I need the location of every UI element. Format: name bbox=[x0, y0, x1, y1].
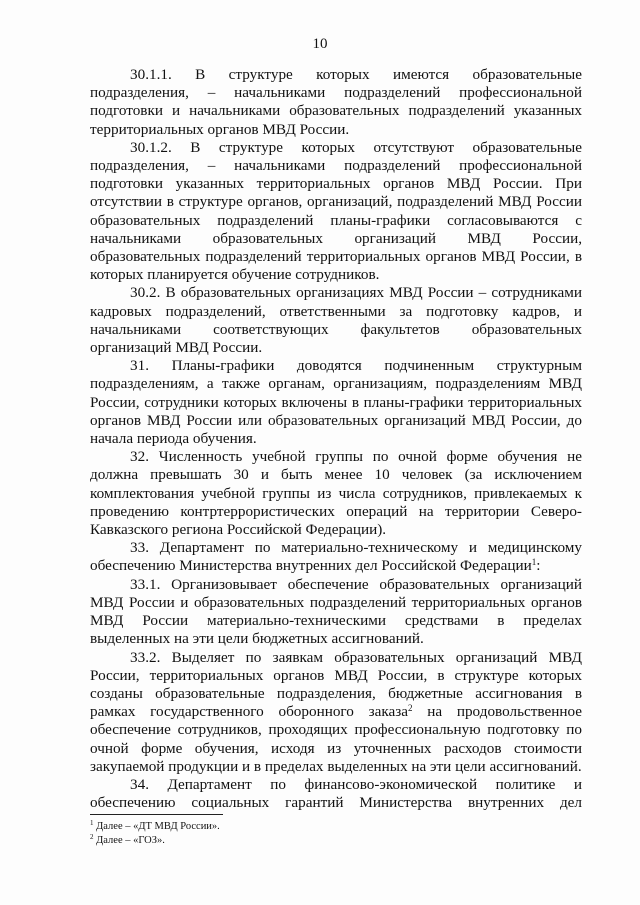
paragraph-33-tail: : bbox=[536, 557, 541, 575]
footnote-mark-2: 2 bbox=[90, 833, 94, 841]
footnote-text-2: Далее – «ГОЗ». bbox=[93, 835, 165, 846]
footnote-text-1: Далее – «ДТ МВД России». bbox=[93, 821, 220, 832]
paragraph-33-2-text: 33.2. Выделяет по заявкам образовательных организаций МВД России, территориальных органов МВД России, в структуре которых созданы образовательные подразделения, бюджетные ассигнования в рамках государственного оборонного заказа bbox=[90, 648, 582, 721]
footnote-ref-1: 1 bbox=[531, 557, 537, 568]
paragraph-33 bbox=[90, 539, 582, 575]
paragraph-33-2 bbox=[90, 649, 582, 776]
paragraph-32: 32. Численность учебной группы по очной форме обучения не должна превышать 30 и быть менее 10 человек (за исключением комплектования учебной группы из числа сотрудников, привлекаемых к проведению контртеррористических операций на территории Северо-Кавказского региона Российской Федерации). bbox=[90, 448, 582, 539]
paragraph-34: 34. Департамент по финансово-экономической политике и обеспечению социальных гарантий Министерства внутренних дел bbox=[90, 775, 582, 812]
paragraph-30-1-1: 30.1.1. В структуре которых имеются образовательные подразделения, – начальниками подразделений профессиональной подготовки и начальниками образовательных подразделений указанных территориальных органов МВД России. bbox=[90, 66, 582, 138]
footnote-ref-2: 2 bbox=[407, 703, 413, 714]
body-text bbox=[90, 66, 582, 812]
footnotes bbox=[90, 820, 582, 848]
page-number: 10 bbox=[312, 36, 328, 52]
paragraph-30-1-2: 30.1.2. В структуре которых отсутствуют образовательные подразделения, – начальниками подразделений профессиональной подготовки указанных территориальных органов МВД России. При отсутствии в структуре органов, организаций, подразделений МВД России образовательных подразделений планы-графики согласовываются с начальниками образовательных организаций МВД России, образовательных подразделений территориальных органов МВД России, в которых планируется обучение сотрудников. bbox=[90, 138, 582, 284]
paragraph-33-text: 33. Департамент по материально-техническому и медицинскому обеспечению Министерства внутренних дел Российской Федерации bbox=[90, 539, 582, 575]
paragraph-31: 31. Планы-графики доводятся подчиненным структурным подразделениям, а также органам, организациям, подразделениям МВД России, сотрудники которых включены в планы-графики территориальных органов МВД России или образовательных организаций МВД России, до начала периода обучения. bbox=[90, 357, 582, 448]
paragraph-33-2-tail: на продовольственное обеспечение сотрудников, проходящих профессиональную подготовку по очной форме обучения, исходя из уточненных расходов стоимости закупаемой продукции и в пределах выделенных на эти цели ассигнований. bbox=[90, 703, 582, 775]
footnote-1 bbox=[90, 820, 582, 834]
paragraph-33-1: 33.1. Организовывает обеспечение образовательных организаций МВД России и образовательных подразделений территориальных органов МВД России материально-техническими средствами в пределах выделенных на эти цели бюджетных ассигнований. bbox=[90, 575, 582, 648]
footnote-2 bbox=[90, 834, 582, 848]
paragraph-30-2: 30.2. В образовательных организациях МВД России – сотрудниками кадровых подразделений, ответственными за подготовку кадров, и начальниками соответствующих факультетов образовательных организаций МВД России. bbox=[90, 284, 582, 357]
footnote-divider bbox=[90, 814, 223, 815]
footnote-mark-1: 1 bbox=[90, 819, 94, 827]
